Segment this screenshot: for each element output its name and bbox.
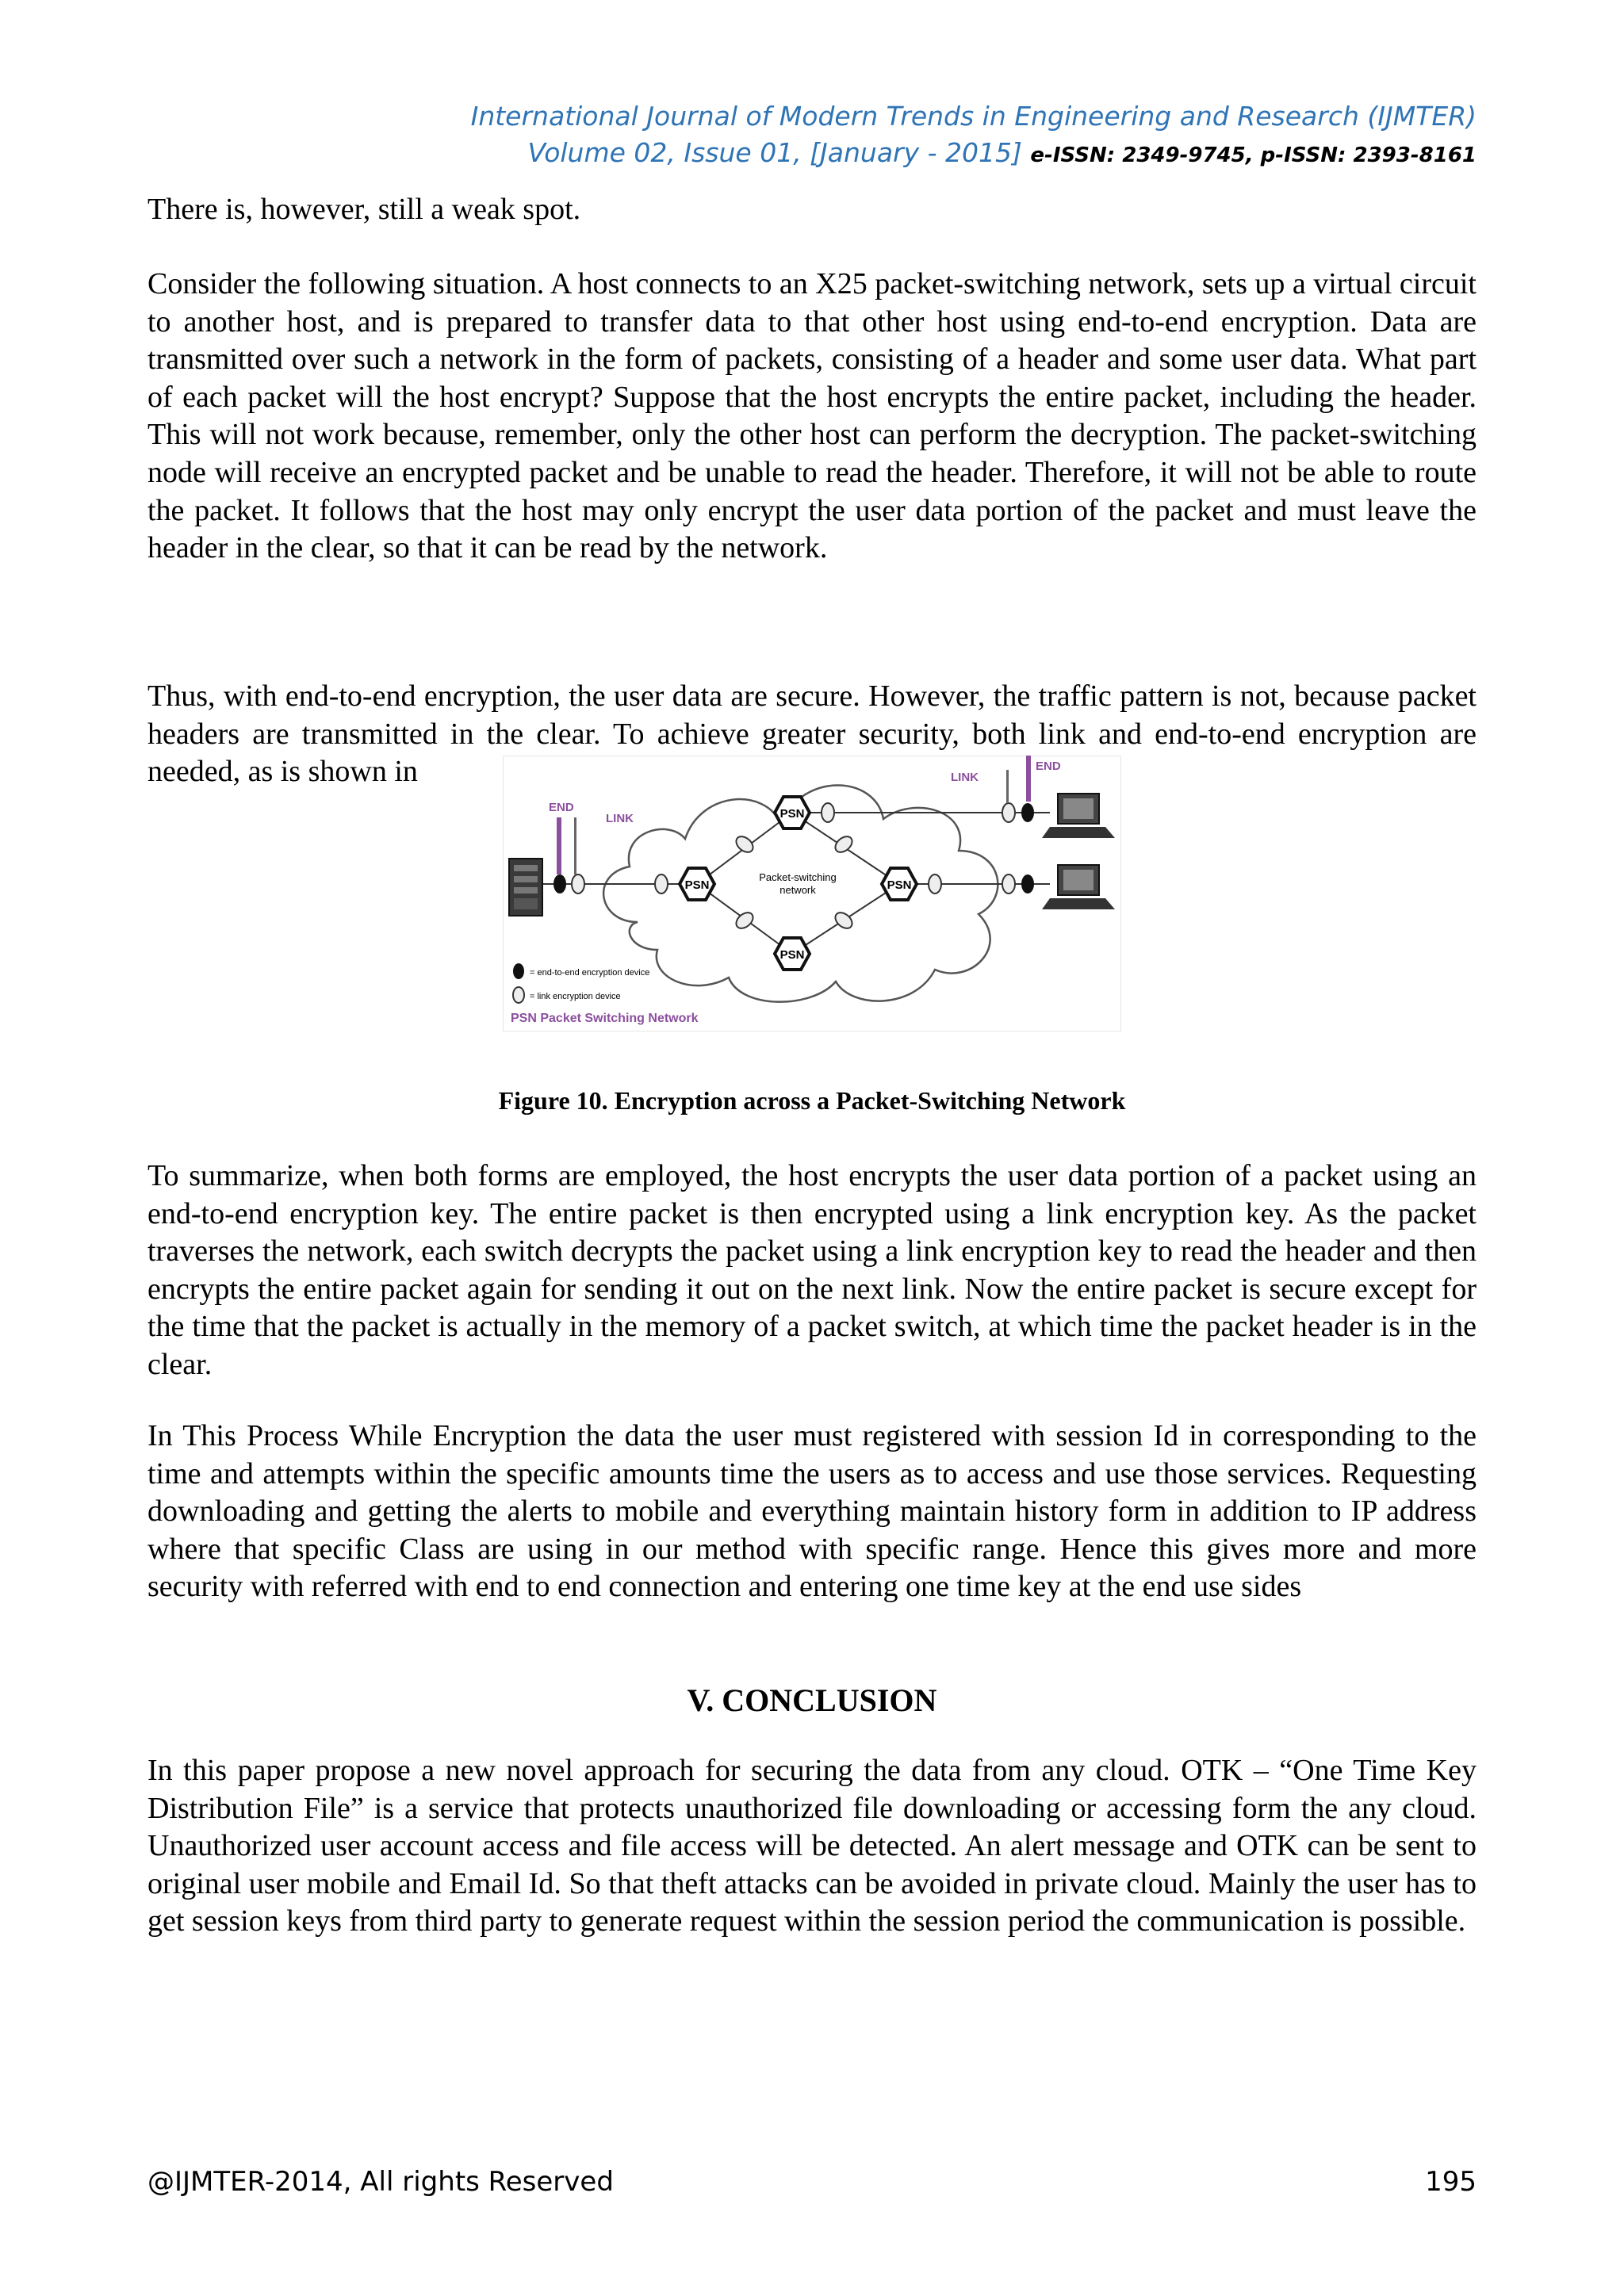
paragraph-6 [147, 1752, 1477, 1941]
legend-link-text: = link encryption device [530, 992, 621, 1001]
paragraph-1-text: There is, however, still a weak spot. [147, 193, 581, 226]
network-label-line2: network [779, 884, 816, 896]
end-label-right: END [1036, 760, 1061, 773]
legend-e2e-symbol [513, 963, 524, 979]
legend-title: PSN Packet Switching Network [511, 1012, 699, 1025]
network-label-line1: Packet-switching [759, 871, 837, 883]
psn-node-top [775, 797, 810, 828]
end-label-left: END [549, 801, 574, 814]
paragraph-4-text: To summarize, when both forms are employed, the host encrypts the user data portion of a packet using an end-to-end encryption key. The entire packet is then encrypted using a link encryption key. As the packet traverses the network, each switch decrypts the packet using a link encryption key to read the header and then encrypts the entire packet again for sending it out on the next link. Now the entire packet is secure except for the time that the packet is actually in the memory of a packet switch, at which time the packet header is in the clear. [147, 1159, 1477, 1381]
psn-label-top: PSN [779, 807, 805, 821]
paragraph-2-text: Consider the following situation. A host connects to an X25 packet-switching network, sets up a virtual circuit to another host, and is prepared to transfer data to that other host using end-to-end encryption. Data are transmitted over such a network in the form of packets, consisting of a header and some user data. What part of each packet will the host encrypt? Suppose that the host encrypts the entire packet, including the header. This will not work because, remember, only the other host can perform the decryption. The packet-switching node will receive an encrypted packet and be unable to read the header. Therefore, it will not be able to route the packet. It follows that the host may only encrypt the user data portion of the packet and must leave the header in the clear, so that it can be read by the network. [147, 267, 1477, 565]
paragraph-4 [147, 1158, 1477, 1384]
psn-label-left: PSN [684, 878, 710, 892]
journal-issn: e-ISSN: 2349-9745, p-ISSN: 2393-8161 [1030, 144, 1477, 167]
packet-switching-figure [503, 756, 1121, 1031]
paragraph-6-text: In this paper propose a new novel approach for securing the data from any cloud. OTK – “One Time Key Distribution File” is a service that protects unauthorized file downloading or accessing form the any cloud. Unauthorized user account access and file access will be detected. An alert message and OTK can be sent to original user mobile and Email Id. So that theft attacks can be avoided in private cloud. Mainly the user has to get session keys from third party to generate request within the session period the communication is possible. [147, 1754, 1477, 1938]
footer-copyright: @IJMTER-2014, All rights Reserved [147, 2166, 614, 2198]
paragraph-5-text: In This Process While Encryption the data the user must registered with session Id in corresponding to the time and attempts within the specific amounts time the users as to access and use those services. Requesting downloading and getting the alerts to mobile and everything maintain history form in addition to IP address where that specific Class are using in our method with specific range. Hence this gives more and more security with referred with end to end connection and entering one time key at the end use sides [147, 1419, 1477, 1604]
paragraph-1 [147, 191, 1477, 229]
journal-header [0, 98, 1477, 174]
link-label-left: LINK [606, 812, 634, 825]
psn-label-right: PSN [887, 878, 912, 892]
journal-volume-line [0, 135, 1477, 174]
journal-volume: Volume 02, Issue 01, [January - 2015] [527, 137, 1022, 168]
psn-node-right [882, 868, 917, 900]
paragraph-3-text: Thus, with end-to-end encryption, the user data are secure. However, the traffic pattern is not, because packet headers are transmitted in the clear. To achieve greater security, both link and end-to-end encryption are needed, as is shown in [147, 679, 1477, 789]
paragraph-5 [147, 1418, 1477, 1606]
journal-title: International Journal of Modern Trends in Engineering and Research (IJMTER) [470, 101, 1477, 132]
psn-node-bottom [775, 938, 810, 970]
page-number: 195 [1425, 2166, 1477, 2198]
server-icon [509, 859, 542, 916]
psn-node-left [680, 868, 714, 900]
figure-caption: Figure 10. Encryption across a Packet-Switching Network [498, 1086, 1126, 1115]
paragraph-2 [147, 266, 1477, 568]
section-heading: V. CONCLUSION [687, 1682, 937, 1718]
legend-e2e-text: = end-to-end encryption device [530, 968, 650, 978]
psn-label-bottom: PSN [779, 948, 805, 962]
link-label-right: LINK [951, 771, 979, 784]
legend-link-symbol [513, 987, 524, 1003]
